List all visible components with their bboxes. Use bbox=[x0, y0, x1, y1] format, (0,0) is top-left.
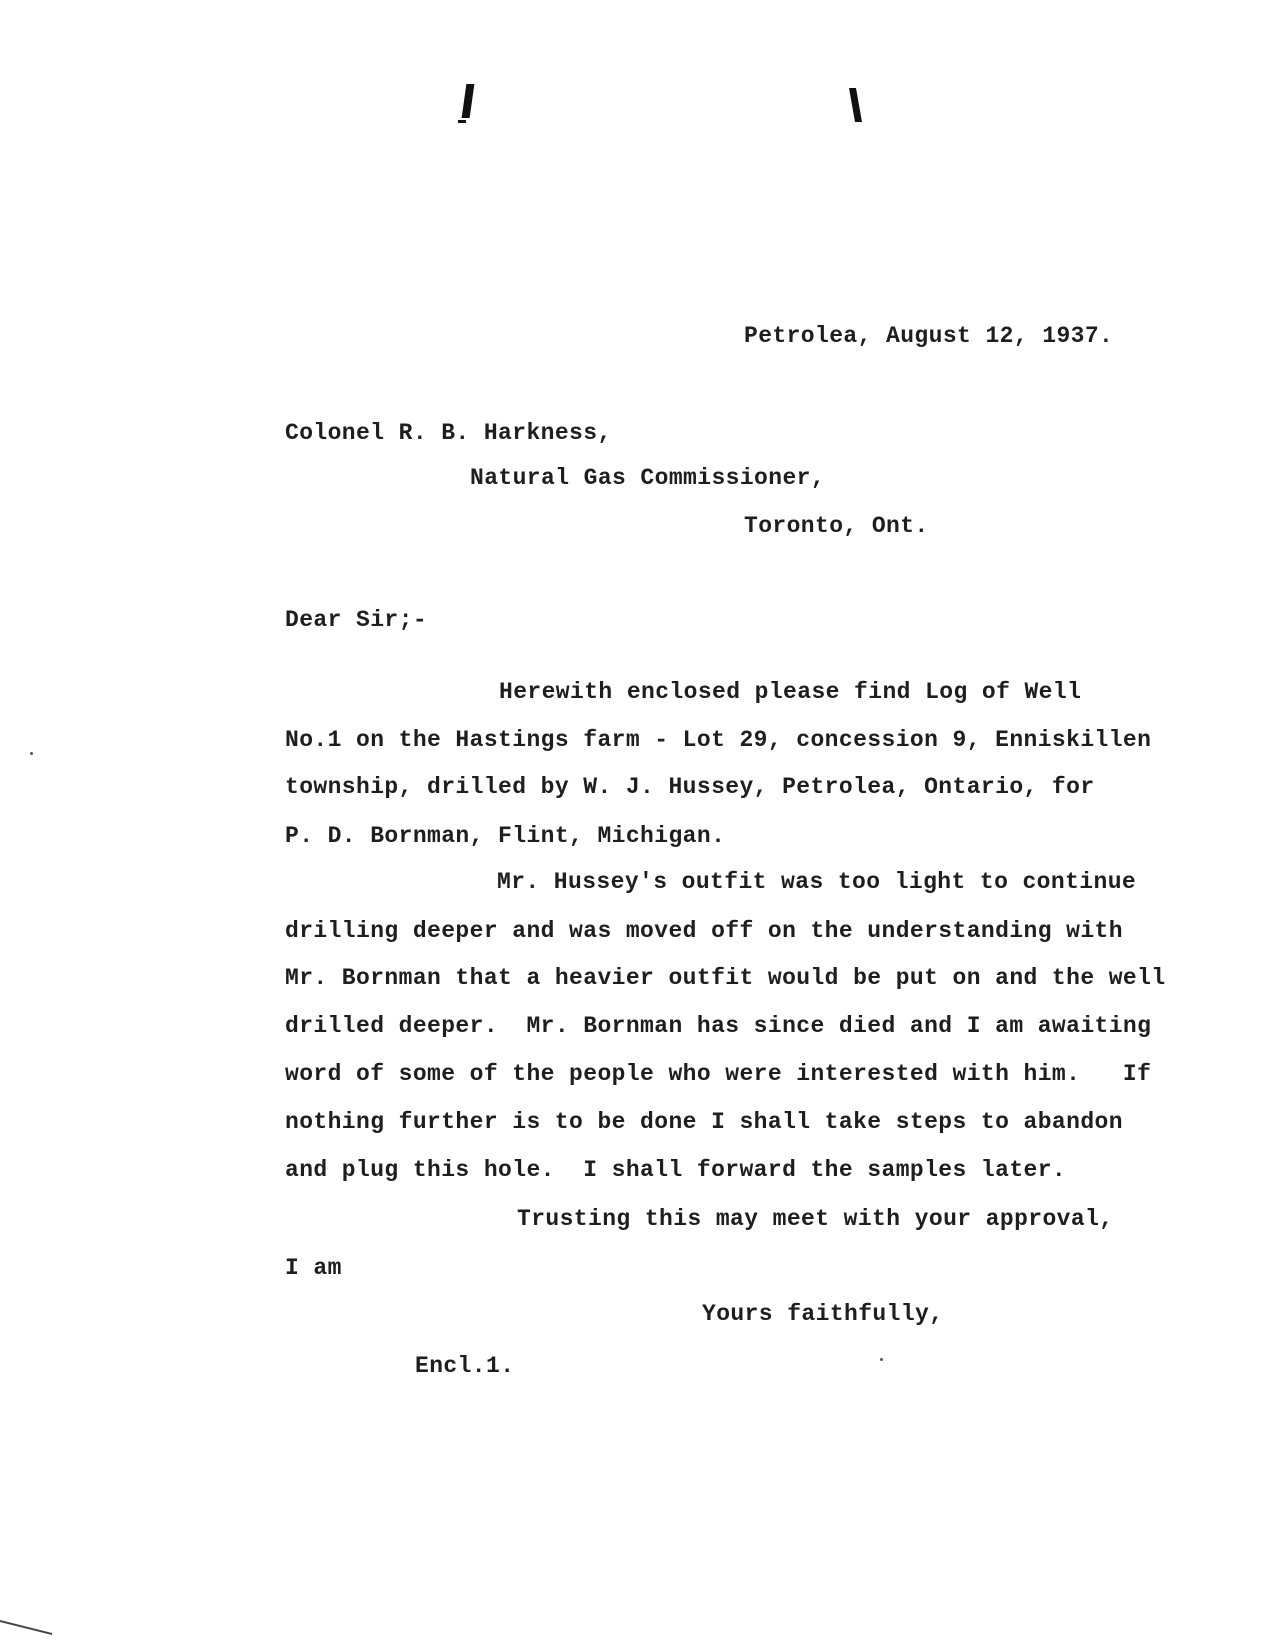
body-line-9: word of some of the people who were interested with him. If bbox=[285, 1061, 1152, 1087]
scan-speck bbox=[880, 1358, 883, 1361]
body-line-3: township, drilled by W. J. Hussey, Petrolea, Ontario, for bbox=[285, 774, 1095, 800]
recipient-title: Natural Gas Commissioner, bbox=[470, 465, 826, 491]
dateline: Petrolea, August 12, 1937. bbox=[744, 323, 1114, 349]
body-line-6: drilling deeper and was moved off on the understanding with bbox=[285, 918, 1123, 944]
salutation: Dear Sir;- bbox=[285, 607, 428, 633]
body-line-8: drilled deeper. Mr. Bornman has since died and I am awaiting bbox=[285, 1013, 1152, 1039]
body-line-7: Mr. Bornman that a heavier outfit would be put on and the well bbox=[285, 965, 1166, 991]
top-right-mark bbox=[849, 88, 862, 122]
body-line-2: No.1 on the Hastings farm - Lot 29, concession 9, Enniskillen bbox=[285, 727, 1152, 753]
enclosure-note: Encl.1. bbox=[415, 1353, 515, 1379]
scan-speck bbox=[30, 752, 33, 755]
body-line-5: Mr. Hussey's outfit was too light to continue bbox=[497, 869, 1137, 895]
recipient-city: Toronto, Ont. bbox=[744, 513, 929, 539]
body-line-4: P. D. Bornman, Flint, Michigan. bbox=[285, 823, 726, 849]
body-line-12: Trusting this may meet with your approval, bbox=[517, 1206, 1114, 1232]
body-line-1: Herewith enclosed please find Log of Well bbox=[499, 679, 1082, 705]
body-line-10: nothing further is to be done I shall take steps to abandon bbox=[285, 1109, 1123, 1135]
top-left-mark-tail bbox=[458, 120, 466, 123]
recipient-name: Colonel R. B. Harkness, bbox=[285, 420, 612, 446]
body-line-11: and plug this hole. I shall forward the samples later. bbox=[285, 1157, 1067, 1183]
closing: Yours faithfully, bbox=[702, 1301, 944, 1327]
page-corner-curl bbox=[0, 1620, 52, 1649]
top-left-mark bbox=[462, 84, 475, 118]
closing-lead: I am bbox=[285, 1255, 342, 1281]
